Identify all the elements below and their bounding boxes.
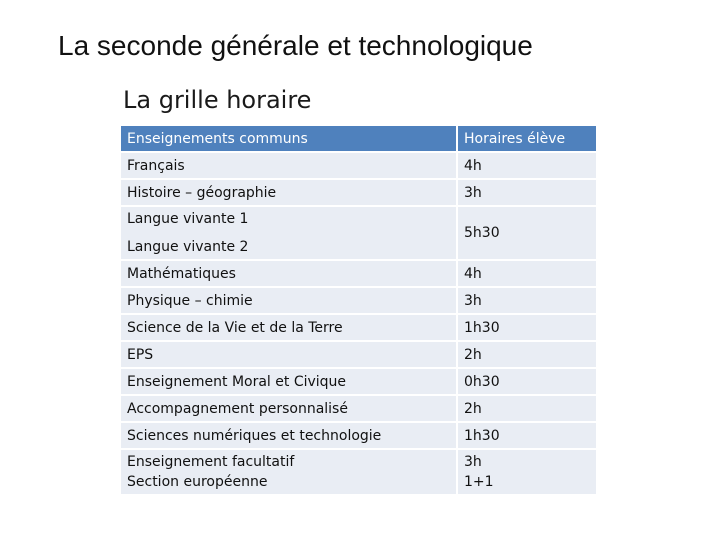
table-row: [120, 287, 597, 314]
table-row: [120, 341, 597, 368]
subject-cell: Enseignement Moral et Civique: [120, 368, 457, 395]
hours-label: 1+1: [464, 474, 494, 490]
hours-cell-highlight: 5h30: [457, 206, 597, 260]
hours-cell: 0h30: [457, 368, 597, 395]
subject-cell: Mathématiques: [120, 260, 457, 287]
page-subtitle: La grille horaire: [123, 86, 312, 114]
hours-cell: 1h30: [457, 314, 597, 341]
hours-cell: 4h: [457, 260, 597, 287]
hours-label: 3h: [464, 454, 482, 470]
subject-cell: Histoire – géographie: [120, 179, 457, 206]
table-row: [120, 449, 597, 495]
table-row: [120, 314, 597, 341]
subject-cell: EPS: [120, 341, 457, 368]
hours-cell: 2h: [457, 395, 597, 422]
subject-label: Section européenne: [127, 474, 268, 490]
hours-cell: 2h: [457, 341, 597, 368]
subject-label: Langue vivante 2: [127, 239, 249, 255]
hours-cell: 3h: [457, 287, 597, 314]
subject-cell-multiline: [120, 449, 457, 495]
hours-cell: 3h: [457, 179, 597, 206]
table-row: [120, 179, 597, 206]
subject-cell: Physique – chimie: [120, 287, 457, 314]
page-title: La seconde générale et technologique: [58, 30, 533, 61]
table-header-row: [120, 125, 597, 152]
table-row: [120, 206, 597, 260]
table-row: [120, 368, 597, 395]
subject-label: Enseignement facultatif: [127, 454, 295, 470]
hours-cell: 4h: [457, 152, 597, 179]
subject-cell-merged: [120, 206, 457, 260]
subject-cell: Science de la Vie et de la Terre: [120, 314, 457, 341]
table-row: [120, 422, 597, 449]
subject-label: Langue vivante 1: [127, 211, 249, 227]
subject-cell: Français: [120, 152, 457, 179]
column-header-hours: Horaires élève: [457, 125, 597, 152]
table-row: [120, 260, 597, 287]
subject-cell: Accompagnement personnalisé: [120, 395, 457, 422]
table-row: [120, 395, 597, 422]
hours-cell: 1h30: [457, 422, 597, 449]
column-header-subject: Enseignements communs: [120, 125, 457, 152]
hours-cell-multiline: [457, 449, 597, 495]
schedule-table: [119, 124, 598, 496]
table-row: [120, 152, 597, 179]
subject-cell: Sciences numériques et technologie: [120, 422, 457, 449]
